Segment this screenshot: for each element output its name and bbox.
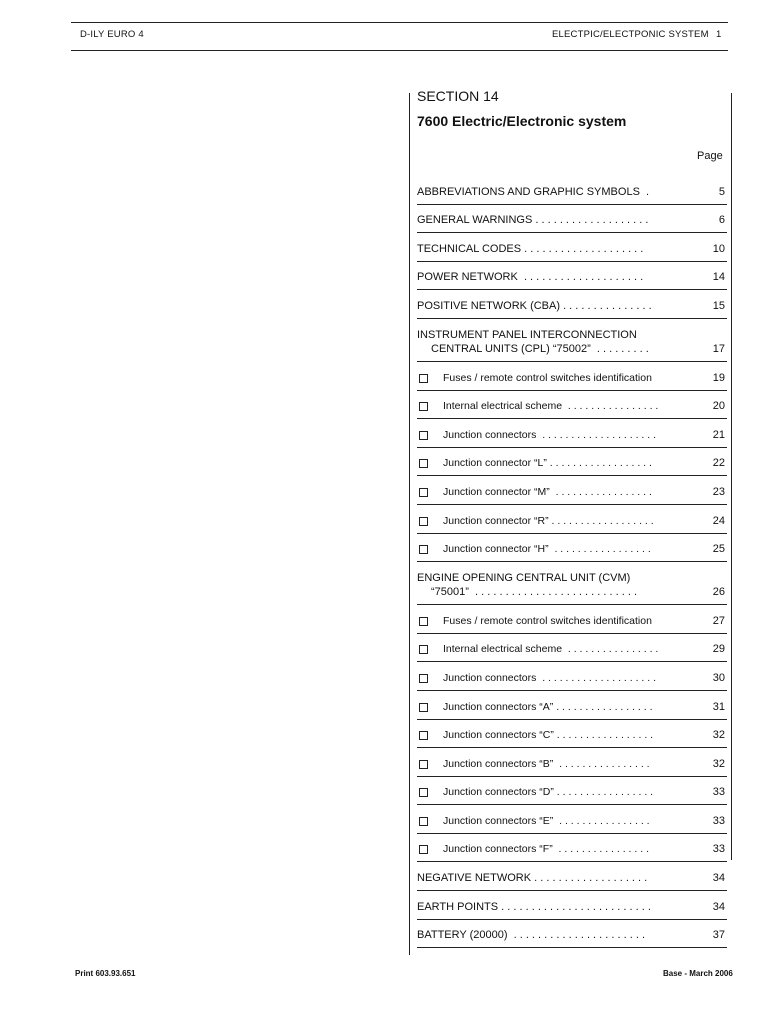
toc-entry-page: 31 xyxy=(712,700,725,713)
toc-entry-title: Junction connector “L” . . . . . . . . . . . . . . . . . . xyxy=(443,457,652,470)
toc-right-border xyxy=(731,93,732,860)
toc-entry-page: 32 xyxy=(712,757,725,770)
toc-entry-page: 14 xyxy=(712,271,725,284)
toc-entry[interactable] xyxy=(417,562,727,605)
toc-entry-title: ABBREVIATIONS AND GRAPHIC SYMBOLS . xyxy=(417,185,650,198)
toc-entry-page: 17 xyxy=(712,342,725,355)
toc-entry-title: Junction connector “M” . . . . . . . . . . . . . . . . . xyxy=(443,485,652,498)
toc-entry-page: 21 xyxy=(712,428,725,441)
toc-entry-title: Internal electrical scheme . . . . . . . . . . . . . . . . xyxy=(443,400,659,413)
checkbox-square-icon xyxy=(419,545,428,554)
section-label: SECTION 14 xyxy=(417,88,499,104)
toc-entry[interactable] xyxy=(417,176,727,205)
toc-entry-title: Fuses / remote control switches identification xyxy=(443,371,652,384)
toc-entry-title: Junction connectors . . . . . . . . . . . . . . . . . . . . xyxy=(443,671,656,684)
toc-left-border xyxy=(409,93,410,955)
footer-print-number: Print 603.93.651 xyxy=(75,969,136,978)
toc-entry-page: 24 xyxy=(712,514,725,527)
toc-entry-page: 37 xyxy=(712,929,725,942)
toc-entry-title: Junction connector “R” . . . . . . . . . . . . . . . . . . xyxy=(443,514,654,527)
toc-entry-title: POSITIVE NETWORK (CBA) . . . . . . . . . . . . . . . xyxy=(417,299,652,312)
toc-entry[interactable] xyxy=(417,634,727,663)
toc-entry-title: Fuses / remote control switches identification xyxy=(443,614,652,627)
toc-entry-page: 15 xyxy=(712,299,725,312)
toc-entry[interactable] xyxy=(417,605,727,634)
toc-entry[interactable] xyxy=(417,290,727,319)
checkbox-square-icon xyxy=(419,731,428,740)
toc-entry[interactable] xyxy=(417,319,727,362)
toc-entry-title: Junction connectors . . . . . . . . . . . . . . . . . . . . xyxy=(443,428,656,441)
toc-entry-page: 30 xyxy=(712,671,725,684)
toc-entry-title-line2: “75001” . . . . . . . . . . . . . . . . . . . . . . . . . . . xyxy=(431,586,638,599)
toc-entry-title: GENERAL WARNINGS . . . . . . . . . . . . . . . . . . . xyxy=(417,214,649,227)
toc-entry-title: Internal electrical scheme . . . . . . . . . . . . . . . . xyxy=(443,643,659,656)
toc-entry[interactable] xyxy=(417,505,727,534)
toc-entry-page: 27 xyxy=(712,614,725,627)
toc-entry-page: 33 xyxy=(712,786,725,799)
checkbox-square-icon xyxy=(419,374,428,383)
toc-entry-title-line1: ENGINE OPENING CENTRAL UNIT (CVM) xyxy=(417,572,631,585)
toc-entry-page: 29 xyxy=(712,643,725,656)
toc-entry-title: Junction connectors “D” . . . . . . . . . . . . . . . . . xyxy=(443,786,654,799)
checkbox-square-icon xyxy=(419,488,428,497)
toc-entry-title: EARTH POINTS . . . . . . . . . . . . . . . . . . . . . . . . . xyxy=(417,900,651,913)
toc-entry[interactable] xyxy=(417,720,727,749)
checkbox-square-icon xyxy=(419,760,428,769)
page-column-label: Page xyxy=(697,150,723,162)
checkbox-square-icon xyxy=(419,617,428,626)
toc-entry-title: POWER NETWORK . . . . . . . . . . . . . . . . . . . . xyxy=(417,271,644,284)
toc-entry-title: NEGATIVE NETWORK . . . . . . . . . . . . . . . . . . . xyxy=(417,872,648,885)
header-top-rule xyxy=(71,22,728,23)
toc-entry[interactable] xyxy=(417,205,727,234)
toc-entry-page: 22 xyxy=(712,457,725,470)
checkbox-square-icon xyxy=(419,402,428,411)
table-of-contents xyxy=(417,176,727,948)
header-left-title: D-ILY EURO 4 xyxy=(80,29,144,40)
toc-entry-title: Junction connectors “B” . . . . . . . . . . . . . . . . xyxy=(443,757,650,770)
toc-entry[interactable] xyxy=(417,262,727,291)
toc-entry-page: 34 xyxy=(712,872,725,885)
toc-entry-title: Junction connectors “E” . . . . . . . . . . . . . . . . xyxy=(443,814,650,827)
toc-entry-page: 6 xyxy=(718,214,725,227)
toc-entry[interactable] xyxy=(417,534,727,563)
header-right-title: ELECTPIC/ELECTPONIC SYSTEM xyxy=(552,29,709,40)
toc-entry-page: 34 xyxy=(712,900,725,913)
toc-entry-page: 23 xyxy=(712,485,725,498)
checkbox-square-icon xyxy=(419,645,428,654)
checkbox-square-icon xyxy=(419,674,428,683)
toc-entry-page: 20 xyxy=(712,400,725,413)
toc-entry-title-line1: INSTRUMENT PANEL INTERCONNECTION xyxy=(417,328,637,341)
checkbox-square-icon xyxy=(419,459,428,468)
checkbox-square-icon xyxy=(419,817,428,826)
toc-entry-title: Junction connector “H” . . . . . . . . . . . . . . . . . xyxy=(443,543,651,556)
toc-entry[interactable] xyxy=(417,662,727,691)
toc-entry[interactable] xyxy=(417,748,727,777)
toc-entry[interactable] xyxy=(417,362,727,391)
checkbox-square-icon xyxy=(419,517,428,526)
toc-entry[interactable] xyxy=(417,233,727,262)
header-bottom-rule xyxy=(71,50,728,51)
toc-entry-page: 10 xyxy=(712,242,725,255)
checkbox-square-icon xyxy=(419,431,428,440)
toc-entry[interactable] xyxy=(417,891,727,920)
toc-entry-title: Junction connectors “A” . . . . . . . . . . . . . . . . . xyxy=(443,700,653,713)
toc-entry[interactable] xyxy=(417,419,727,448)
toc-entry[interactable] xyxy=(417,448,727,477)
toc-entry-page: 19 xyxy=(712,371,725,384)
toc-entry-title-line2: CENTRAL UNITS (CPL) “75002” . . . . . . . . . xyxy=(431,342,649,355)
toc-entry[interactable] xyxy=(417,862,727,891)
checkbox-square-icon xyxy=(419,788,428,797)
toc-entry[interactable] xyxy=(417,805,727,834)
toc-entry-page: 26 xyxy=(712,586,725,599)
header-page-number: 1 xyxy=(716,29,722,40)
toc-entry[interactable] xyxy=(417,834,727,863)
toc-entry[interactable] xyxy=(417,777,727,806)
footer-edition: Base - March 2006 xyxy=(663,969,733,978)
toc-entry-page: 25 xyxy=(712,543,725,556)
toc-entry-title: Junction connectors “F” . . . . . . . . . . . . . . . . xyxy=(443,843,649,856)
toc-entry[interactable] xyxy=(417,391,727,420)
toc-entry-page: 32 xyxy=(712,729,725,742)
toc-entry[interactable] xyxy=(417,691,727,720)
toc-entry-page: 33 xyxy=(712,814,725,827)
toc-entry-title: Junction connectors “C” . . . . . . . . . . . . . . . . . xyxy=(443,729,654,742)
section-title: 7600 Electric/Electronic system xyxy=(417,113,627,129)
checkbox-square-icon xyxy=(419,703,428,712)
toc-entry-page: 33 xyxy=(712,843,725,856)
toc-entry-title: BATTERY (20000) . . . . . . . . . . . . . . . . . . . . . . xyxy=(417,929,646,942)
toc-entry-title: TECHNICAL CODES . . . . . . . . . . . . . . . . . . . . xyxy=(417,242,644,255)
toc-entry-page: 5 xyxy=(718,185,725,198)
toc-entry[interactable] xyxy=(417,920,727,949)
checkbox-square-icon xyxy=(419,845,428,854)
toc-entry[interactable] xyxy=(417,476,727,505)
